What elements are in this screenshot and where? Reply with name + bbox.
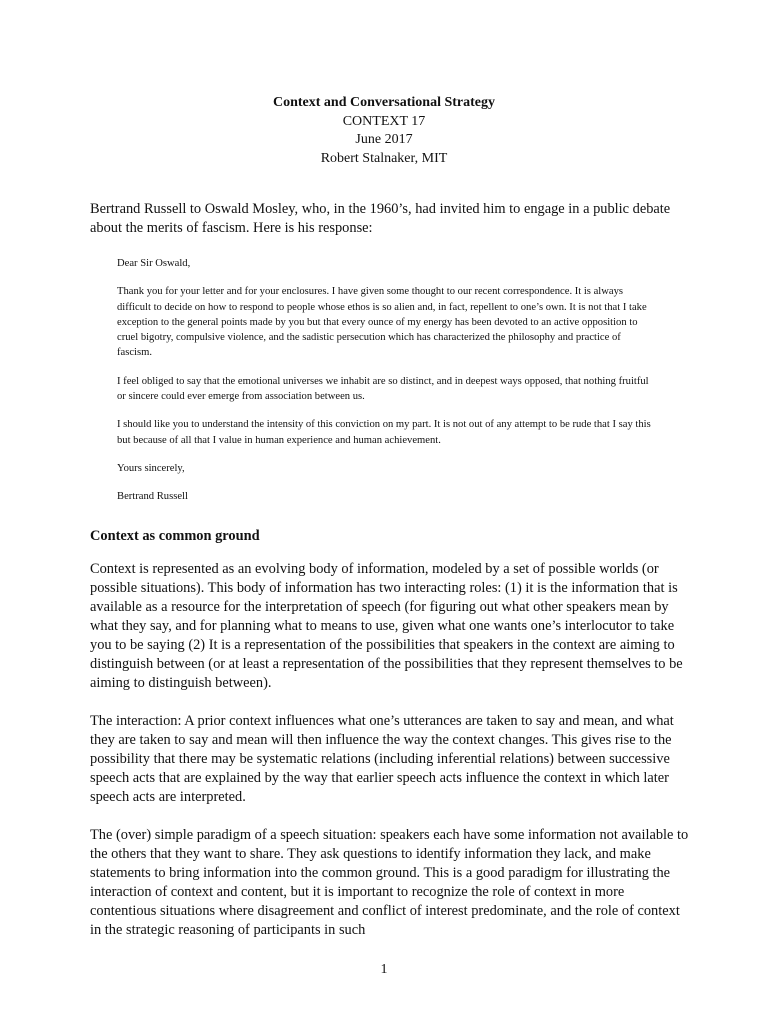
section-heading: Context as common ground (90, 528, 260, 544)
page-number: 1 (380, 962, 388, 977)
document-series: CONTEXT 17 (342, 113, 426, 129)
quoted-letter (117, 256, 657, 518)
intro-paragraph: Bertrand Russell to Oswald Mosley, who, in the 1960’s, had invited him to engage in a public debate about the merits of fascism. Here is his response: (90, 201, 671, 236)
letter-closing: Yours sincerely, (117, 462, 185, 474)
letter-salutation: Dear Sir Oswald, (117, 258, 191, 269)
document-date: June 2017 (355, 132, 413, 147)
letter-paragraph: I should like you to understand the intensity of this conviction on my part. It is not out of any attempt to be rude that I say this but because of all that I value in human experience and human achievement. (117, 419, 651, 446)
body-paragraph: The interaction: A prior context influences what one’s utterances are taken to say and mean, and what they are taken to say and mean will then influence the way the context changes. This gives rise to the possibility that there may be systematic relations (including inferential relations) between successive speech acts that are explained by the way that earlier speech acts influence the context in which later speech acts are interpreted. (90, 713, 674, 805)
document-author: Robert Stalnaker, MIT (320, 150, 448, 166)
letter-paragraph: I feel obliged to say that the emotional universes we inhabit are so distinct, and in deepest ways opposed, that nothing fruitful or sincere could ever emerge from association between us. (117, 375, 649, 403)
document-title: Context and Conversational Strategy (272, 95, 496, 110)
body-paragraph: Context is represented as an evolving body of information, modeled by a set of possible worlds (or possible situations). This body of information has two interacting roles: (1) it is the information that is available as a resource for the interpretation of speech (for figuring out what other speakers mean by what they say, and for planning what to means to use, given what one wants one’s interlocutor to take you to be saying (2) It is a representation of the possibilities that speakers in the context are aiming to distinguish between (or at least a representation of the possibilities that they represent themselves to be aiming to distinguish between). (90, 561, 683, 691)
letter-paragraph: Thank you for your letter and for your enclosures. I have given some thought to our recent correspondence. It is always difficult to decide on how to respond to people whose ethos is so alien and, in fact, repellent to one’s own. It is not that I take exception to the general points made by you but that every ounce of my energy has been devoted to an active opposition to cruel bigotry, compulsive violence, and the sadistic persecution which has characterized the philosophy and practice of fascism. (117, 286, 647, 359)
document-header (0, 94, 768, 168)
letter-signature: Bertrand Russell (117, 491, 188, 503)
section-body (90, 560, 690, 959)
body-paragraph: The (over) simple paradigm of a speech situation: speakers each have some information not available to the others that they want to share. They ask questions to identify information they lack, and make statements to bring information into the common ground. This is a good paradigm for illustrating the interaction of context and content, but it is important to recognize the role of context in more contentious situations where disagreement and conflict of interest predominate, and the role of context in the strategic reasoning of participants in such (90, 827, 689, 938)
